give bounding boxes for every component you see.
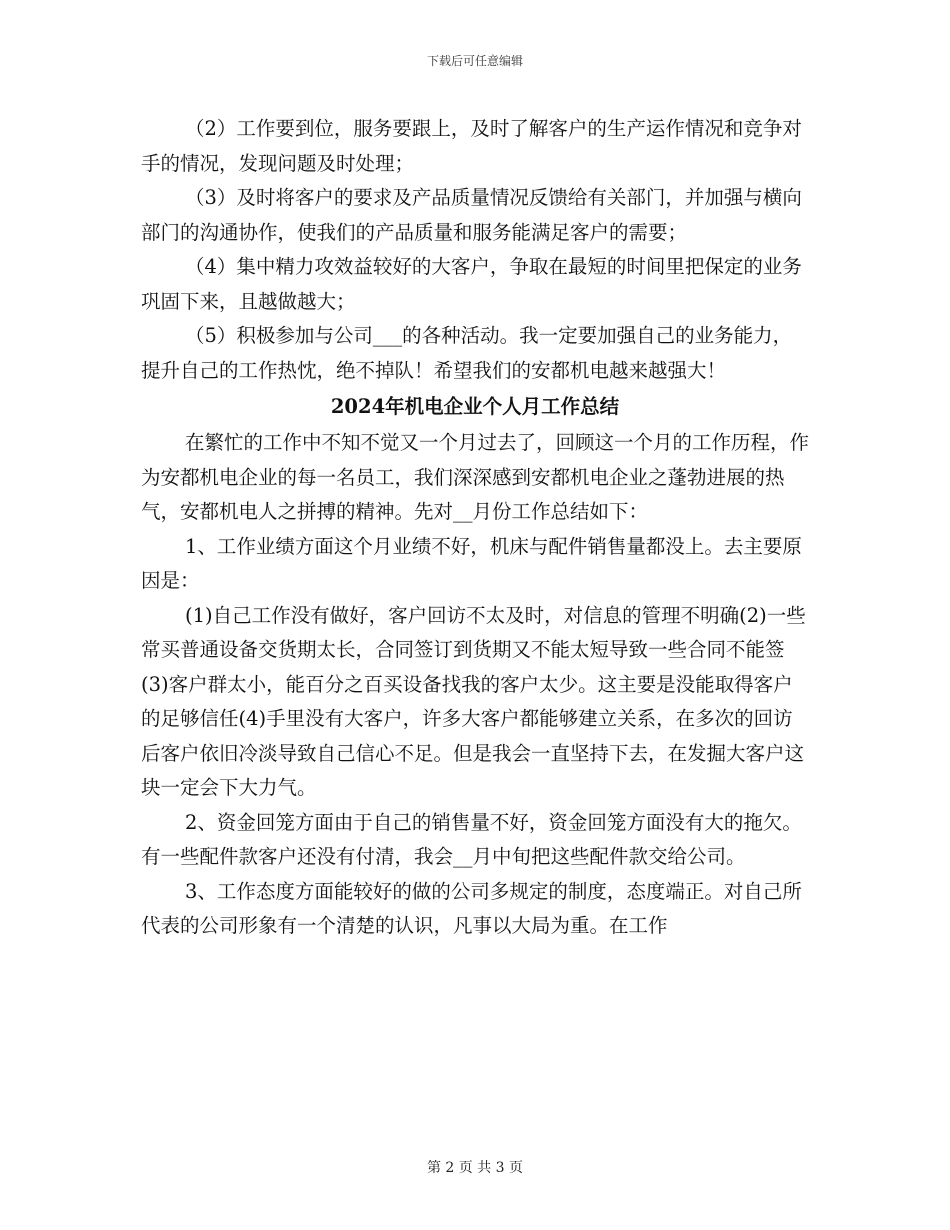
paragraph: (1)自己工作没有做好，客户回访不太及时，对信息的管理不明确(2)一些常买普通设备交货期太长，合同签订到货期又不能太短导致一些合同不能签(3)客户群太小，能百分之百买设备找我的客户太少。这主要是没能取得客户的足够信任(4)手里没有大客户，许多大客户都能够建立关系，在多次的回访后客户依旧冷淡导致自己信心不足。但是我会一直坚持下去，在发掘大客户这块一定会下大力气。 xyxy=(141,603,806,799)
list-item: （2）工作要到位，服务要跟上，及时了解客户的生产运作情况和竞争对手的情况，发现问题及时处理； xyxy=(141,117,802,175)
paragraph: 在繁忙的工作中不知不觉又一个月过去了，回顾这一个月的工作历程，作为安都机电企业的每一名员工，我们深深感到安都机电企业之蓬勃进展的热气，安都机电人之拼搏的精神。先对__月份工作总结如下： xyxy=(141,431,810,523)
list-item: （5）积极参加与公司___的各种活动。我一定要加强自己的业务能力，提升自己的工作热忱，绝不掉队！希望我们的安都机电越来越强大！ xyxy=(141,324,793,382)
list-item: （3）及时将客户的要求及产品质量情况反馈给有关部门，并加强与横向部门的沟通协作，使我们的产品质量和服务能满足客户的需要； xyxy=(141,186,802,244)
paragraph: 1、工作业绩方面这个月业绩不好，机床与配件销售量都没上。去主要原因是： xyxy=(141,534,802,592)
page-footer: 第 2 页 共 3 页 xyxy=(426,1160,524,1176)
document-body xyxy=(141,112,809,944)
paragraph: 2、资金回笼方面由于自己的销售量不好，资金回笼方面没有大的拖欠。有一些配件款客户还没有付清，我会__月中旬把这些配件款交给公司。 xyxy=(141,810,802,868)
document-title: 2024年机电企业个人月工作总结 xyxy=(330,395,620,418)
list-item: （4）集中精力攻效益较好的大客户，争取在最短的时间里把保定的业务巩固下来，且越做越大； xyxy=(141,255,802,313)
paragraph: 3、工作态度方面能较好的做的公司多规定的制度，态度端正。对自己所代表的公司形象有一个清楚的认识，凡事以大局为重。在工作 xyxy=(141,879,802,937)
page-header: 下载后可任意编辑 xyxy=(426,54,523,68)
